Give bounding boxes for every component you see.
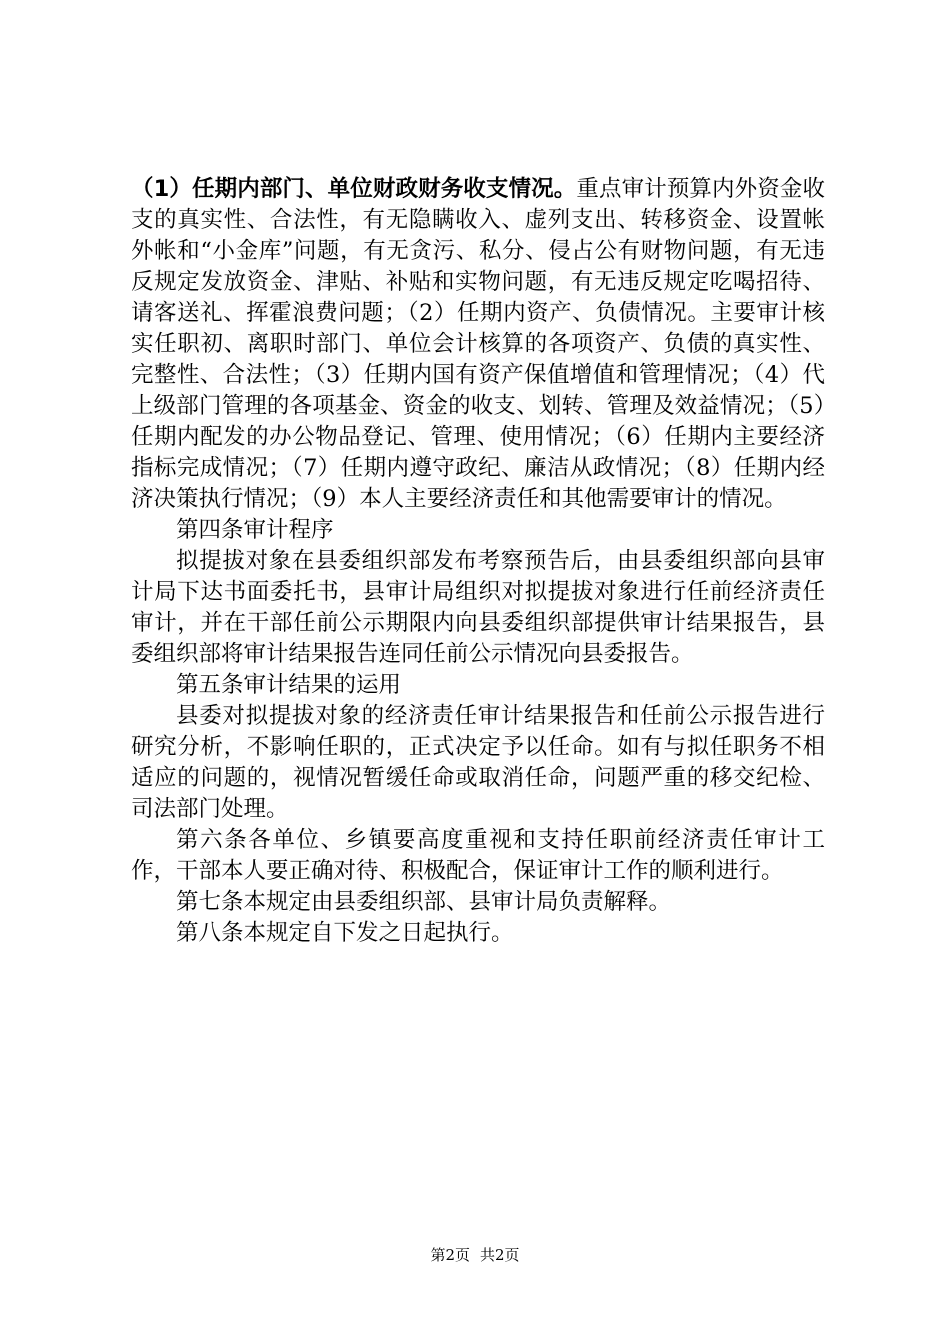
page-number-total: 共2页 — [480, 1246, 520, 1264]
paragraph-audit-scope — [131, 174, 825, 515]
article-6: 第六条各单位、乡镇要高度重视和支持任职前经济责任审计工作，干部本人要正确对待、积极配合，保证审计工作的顺利进行。 — [131, 827, 825, 884]
paragraph-text: 重点审计预算内外资金收支的真实性、合法性，有无隐瞒收入、虚列支出、转移资金、设置帐外帐和“小金库”问题，有无贪污、私分、侵占公有财物问题，有无违反规定发放资金、津贴、补贴和实物问题，有无违反规定吃喝招待、请客送礼、挥霍浪费问题；（2）任期内资产、负债情况。主要审计核实任职初、离职时部门、单位会计核算的各项资产、负债的真实性、完整性、合法性；（3）任期内国有资产保值增值和管理情况；（4）代上级部门管理的各项基金、资金的收支、划转、管理及效益情况；（5）任期内配发的办公物品登记、管理、使用情况；（6）任期内主要经济指标完成情况；（7）任期内遵守政纪、廉洁从政情况；（8）任期内经济决策执行情况；（9）本人主要经济责任和其他需要审计的情况。 — [131, 176, 825, 512]
page-number-current: 第2页 — [430, 1246, 470, 1264]
article-4-body: 拟提拔对象在县委组织部发布考察预告后，由县委组织部向县审计局下达书面委托书，县审计局组织对拟提拔对象进行任前经济责任审计，并在干部任前公示期限内向县委组织部提供审计结果报告，县委组织部将审计结果报告连同任前公示情况向县委报告。 — [131, 548, 825, 667]
article-7: 第七条本规定由县委组织部、县审计局负责解释。 — [176, 889, 672, 915]
article-8: 第八条本规定自下发之日起执行。 — [176, 920, 514, 946]
paragraph-lead-bold: （1）任期内部门、单位财政财务收支情况。 — [131, 176, 577, 202]
article-5-body: 县委对拟提拔对象的经济责任审计结果报告和任前公示报告进行研究分析，不影响任职的，正式决定予以任命。如有与拟任职务不相适应的问题的，视情况暂缓任命或取消任命，问题严重的移交纪检、司法部门处理。 — [131, 703, 825, 822]
page-footer — [0, 1245, 950, 1265]
document-body — [131, 174, 825, 949]
article-5-heading: 第五条审计结果的运用 — [176, 672, 402, 698]
article-4-heading: 第四条审计程序 — [176, 517, 334, 543]
